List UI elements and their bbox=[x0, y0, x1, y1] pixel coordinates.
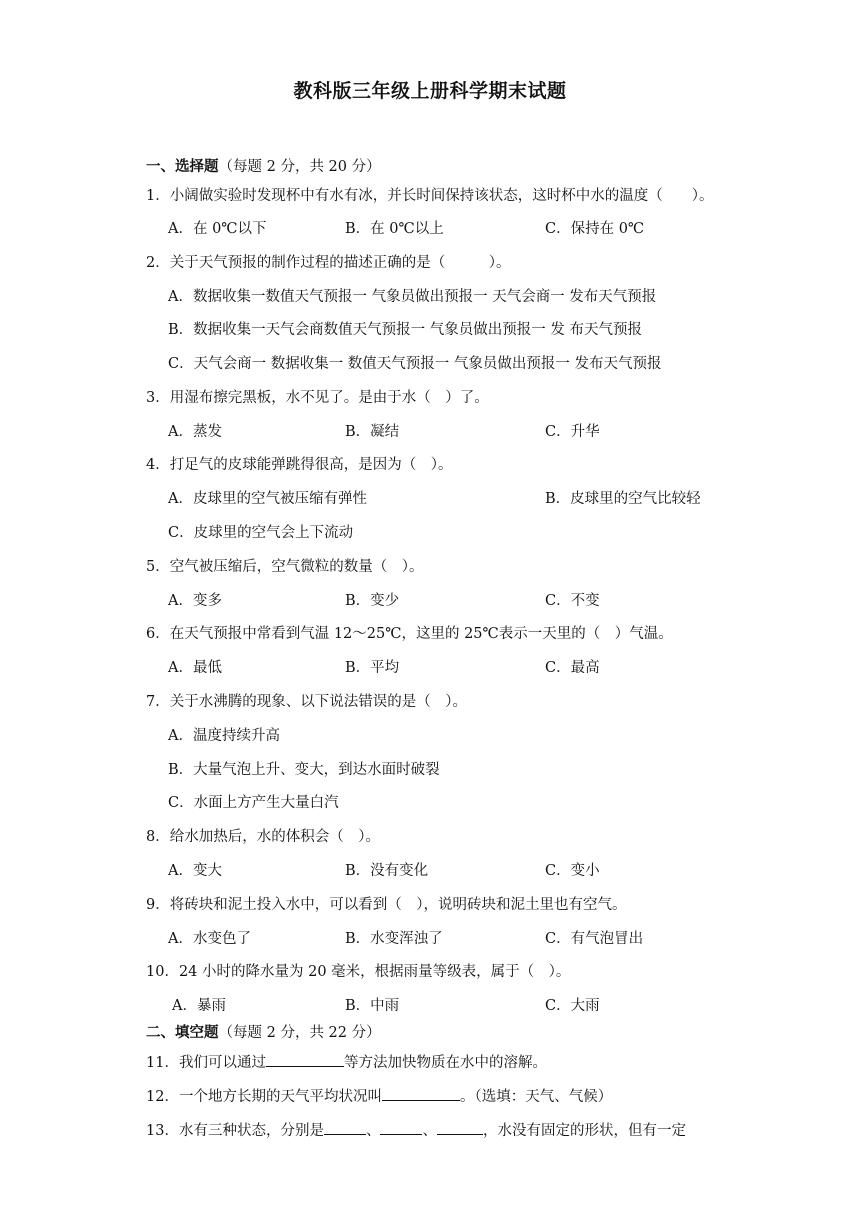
q6-option-b: B．平均 bbox=[345, 660, 400, 676]
q7-option-a: A．温度持续升高 bbox=[168, 728, 280, 744]
q4-option-b: B．皮球里的空气比较轻 bbox=[545, 491, 701, 507]
q13-blank-1[interactable] bbox=[324, 1120, 366, 1135]
q9-option-c: C．有气泡冒出 bbox=[545, 931, 644, 947]
question-9-stem: 9．将砖块和泥土投入水中，可以看到（ ），说明砖块和泥土里也有空气。 bbox=[146, 897, 627, 913]
section-2-heading bbox=[146, 1023, 381, 1043]
section-1-heading bbox=[146, 157, 381, 177]
q7-option-b: B．大量气泡上升、变大，到达水面时破裂 bbox=[168, 762, 440, 778]
q2-option-b: B．数据收集一天气会商数值天气预报一 气象员做出预报一 发 布天气预报 bbox=[168, 322, 642, 338]
question-5-stem: 5．空气被压缩后，空气微粒的数量（ ）。 bbox=[146, 559, 424, 575]
question-6-stem: 6．在天气预报中常看到气温 12～25℃，这里的 25℃表示一天里的（ ）气温。 bbox=[146, 626, 673, 642]
q5-option-a: A．变多 bbox=[168, 593, 222, 609]
question-13 bbox=[146, 1120, 686, 1141]
q3-option-b: B．凝结 bbox=[345, 424, 400, 440]
q9-option-a: A．水变色了 bbox=[168, 931, 251, 947]
q10-option-b: B．中雨 bbox=[345, 998, 400, 1014]
question-7-stem: 7．关于水沸腾的现象、以下说法错误的是（ ）。 bbox=[146, 694, 467, 710]
q2-option-a: A．数据收集一数值天气预报一 气象员做出预报一 天气会商一 发布天气预报 bbox=[168, 289, 657, 305]
q13-sep-1: 、 bbox=[365, 1123, 381, 1139]
section-1-head: 一、选择题 bbox=[146, 158, 219, 175]
q3-option-a: A．蒸发 bbox=[168, 424, 222, 440]
q8-option-c: C．变小 bbox=[545, 863, 600, 879]
q8-option-b: B．没有变化 bbox=[345, 863, 429, 879]
q2-option-c: C．天气会商一 数据收集一 数值天气预报一 气象员做出预报一 发布天气预报 bbox=[168, 356, 662, 372]
page-title: 教科版三年级上册科学期末试题 bbox=[293, 80, 567, 102]
q11-pre: 11．我们可以通过 bbox=[146, 1055, 266, 1071]
q13-blank-2[interactable] bbox=[380, 1120, 422, 1135]
question-4-stem: 4．打足气的皮球能弹跳得很高，是因为（ ）。 bbox=[146, 457, 453, 473]
q5-option-b: B．变少 bbox=[345, 593, 400, 609]
q7-option-c: C．水面上方产生大量白汽 bbox=[168, 795, 339, 811]
q1-option-c: C．保持在 0℃ bbox=[545, 221, 645, 237]
q8-option-a: A．变大 bbox=[168, 863, 222, 879]
q4-option-c: C．皮球里的空气会上下流动 bbox=[168, 525, 354, 541]
q13-pre: 13．水有三种状态，分别是 bbox=[146, 1123, 324, 1139]
q13-blank-3[interactable] bbox=[437, 1120, 483, 1135]
q11-post: 等方法加快物质在水中的溶解。 bbox=[343, 1055, 547, 1071]
question-2-stem: 2．关于天气预报的制作过程的描述正确的是（ ）。 bbox=[146, 255, 511, 271]
q4-option-a: A．皮球里的空气被压缩有弹性 bbox=[168, 491, 367, 507]
question-3-stem: 3．用湿布擦完黑板，水不见了。是由于水（ ）了。 bbox=[146, 390, 489, 406]
q12-post: 。（选填：天气、气候） bbox=[459, 1089, 613, 1105]
q1-option-b: B．在 0℃以上 bbox=[345, 221, 444, 237]
q9-option-b: B．水变浑浊了 bbox=[345, 931, 443, 947]
q1-option-a: A．在 0℃以下 bbox=[168, 221, 267, 237]
question-1-stem: 1．小阔做实验时发现杯中有水有冰，并长时间保持该状态，这时杯中水的温度（ ）。 bbox=[146, 188, 714, 204]
q6-option-a: A．最低 bbox=[168, 660, 222, 676]
section-1-note: （每题 2 分，共 20 分） bbox=[218, 159, 381, 175]
q12-blank[interactable] bbox=[382, 1086, 460, 1101]
question-12 bbox=[146, 1086, 612, 1107]
question-8-stem: 8．给水加热后，水的体积会（ ）。 bbox=[146, 829, 380, 845]
q11-blank[interactable] bbox=[266, 1052, 344, 1067]
q3-option-c: C．升华 bbox=[545, 424, 600, 440]
q10-option-a: A．暴雨 bbox=[172, 998, 226, 1014]
question-10-stem: 10．24 小时的降水量为 20 毫米，根据雨量等级表，属于（ ）。 bbox=[146, 964, 571, 980]
q10-option-c: C．大雨 bbox=[545, 998, 600, 1014]
q6-option-c: C．最高 bbox=[545, 660, 600, 676]
q13-post: ，水没有固定的形状，但有一定 bbox=[482, 1123, 686, 1139]
q13-sep-2: 、 bbox=[422, 1123, 437, 1139]
q12-pre: 12．一个地方长期的天气平均状况叫 bbox=[146, 1089, 382, 1105]
q5-option-c: C．不变 bbox=[545, 593, 600, 609]
question-11 bbox=[146, 1052, 547, 1073]
section-2-head: 二、填空题 bbox=[146, 1024, 219, 1041]
section-2-note: （每题 2 分，共 22 分） bbox=[218, 1025, 381, 1041]
